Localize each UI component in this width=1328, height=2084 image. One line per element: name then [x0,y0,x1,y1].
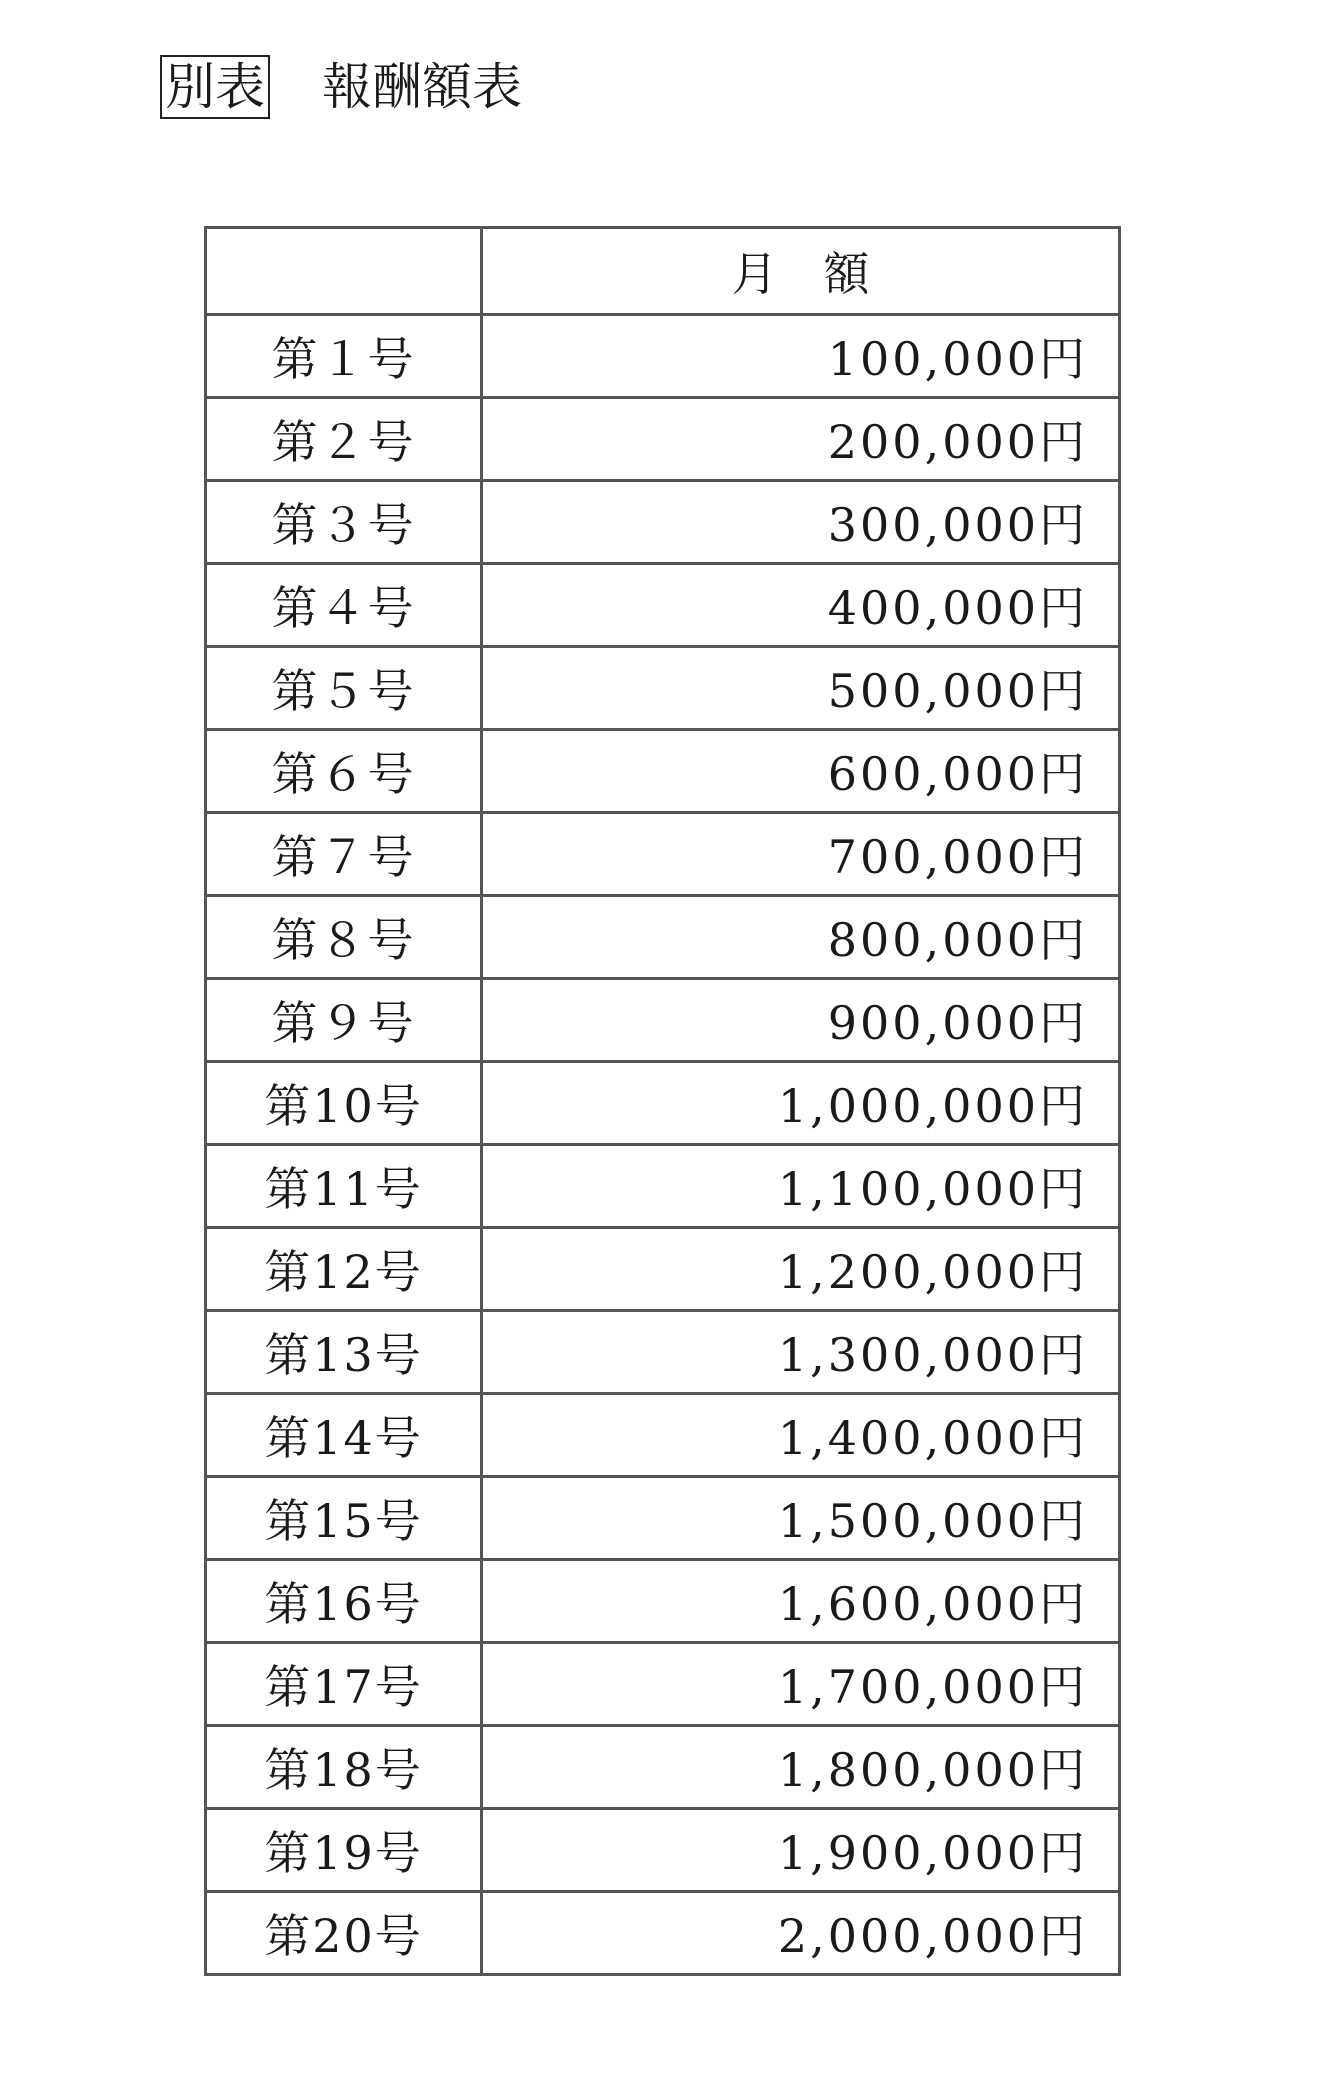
amount-cell: 1,500,000円 [482,1477,1120,1560]
table-row [206,1560,1120,1643]
amount-cell: 700,000円 [482,813,1120,896]
amount-cell: 1,700,000円 [482,1643,1120,1726]
grade-cell: 第11号 [206,1145,482,1228]
grade-cell: 第18号 [206,1726,482,1809]
amount-cell: 500,000円 [482,647,1120,730]
amount-cell: 200,000円 [482,398,1120,481]
table-row [206,315,1120,398]
amount-cell: 1,300,000円 [482,1311,1120,1394]
table-row [206,896,1120,979]
amount-cell: 1,400,000円 [482,1394,1120,1477]
table-row [206,730,1120,813]
table-row [206,1477,1120,1560]
table-row [206,1311,1120,1394]
grade-cell: 第４号 [206,564,482,647]
grade-cell: 第10号 [206,1062,482,1145]
table-row [206,481,1120,564]
amount-cell: 400,000円 [482,564,1120,647]
table-row [206,1809,1120,1892]
table-row [206,979,1120,1062]
table-row [206,398,1120,481]
grade-cell: 第14号 [206,1394,482,1477]
grade-cell: 第８号 [206,896,482,979]
amount-cell: 1,600,000円 [482,1560,1120,1643]
table-body [206,315,1120,1975]
page-title: 報酬額表 [322,58,522,116]
grade-cell: 第３号 [206,481,482,564]
table-row [206,1394,1120,1477]
table-row [206,813,1120,896]
grade-cell: 第13号 [206,1311,482,1394]
grade-cell: 第７号 [206,813,482,896]
grade-cell: 第５号 [206,647,482,730]
table-row [206,1892,1120,1975]
table-row [206,647,1120,730]
table-row [206,1062,1120,1145]
appendix-label: 別表 [160,55,270,119]
table-row [206,1726,1120,1809]
table-header-row [206,228,1120,315]
grade-cell: 第２号 [206,398,482,481]
amount-cell: 1,000,000円 [482,1062,1120,1145]
table-row [206,1643,1120,1726]
grade-cell: 第６号 [206,730,482,813]
fee-table [204,226,1121,1976]
amount-cell: 900,000円 [482,979,1120,1062]
amount-cell: 1,100,000円 [482,1145,1120,1228]
amount-cell: 1,800,000円 [482,1726,1120,1809]
amount-cell: 800,000円 [482,896,1120,979]
amount-cell: 2,000,000円 [482,1892,1120,1975]
grade-cell: 第19号 [206,1809,482,1892]
grade-cell: 第17号 [206,1643,482,1726]
table-row [206,1228,1120,1311]
amount-cell: 300,000円 [482,481,1120,564]
amount-cell: 100,000円 [482,315,1120,398]
grade-cell: 第20号 [206,1892,482,1975]
grade-cell: 第15号 [206,1477,482,1560]
amount-cell: 600,000円 [482,730,1120,813]
grade-cell: 第16号 [206,1560,482,1643]
grade-cell: 第１号 [206,315,482,398]
amount-cell: 1,900,000円 [482,1809,1120,1892]
table-row [206,564,1120,647]
header-grade-cell [206,228,482,315]
amount-cell: 1,200,000円 [482,1228,1120,1311]
grade-cell: 第12号 [206,1228,482,1311]
grade-cell: 第９号 [206,979,482,1062]
document-heading [160,55,522,119]
header-amount-cell: 月 額 [482,228,1120,315]
table-row [206,1145,1120,1228]
